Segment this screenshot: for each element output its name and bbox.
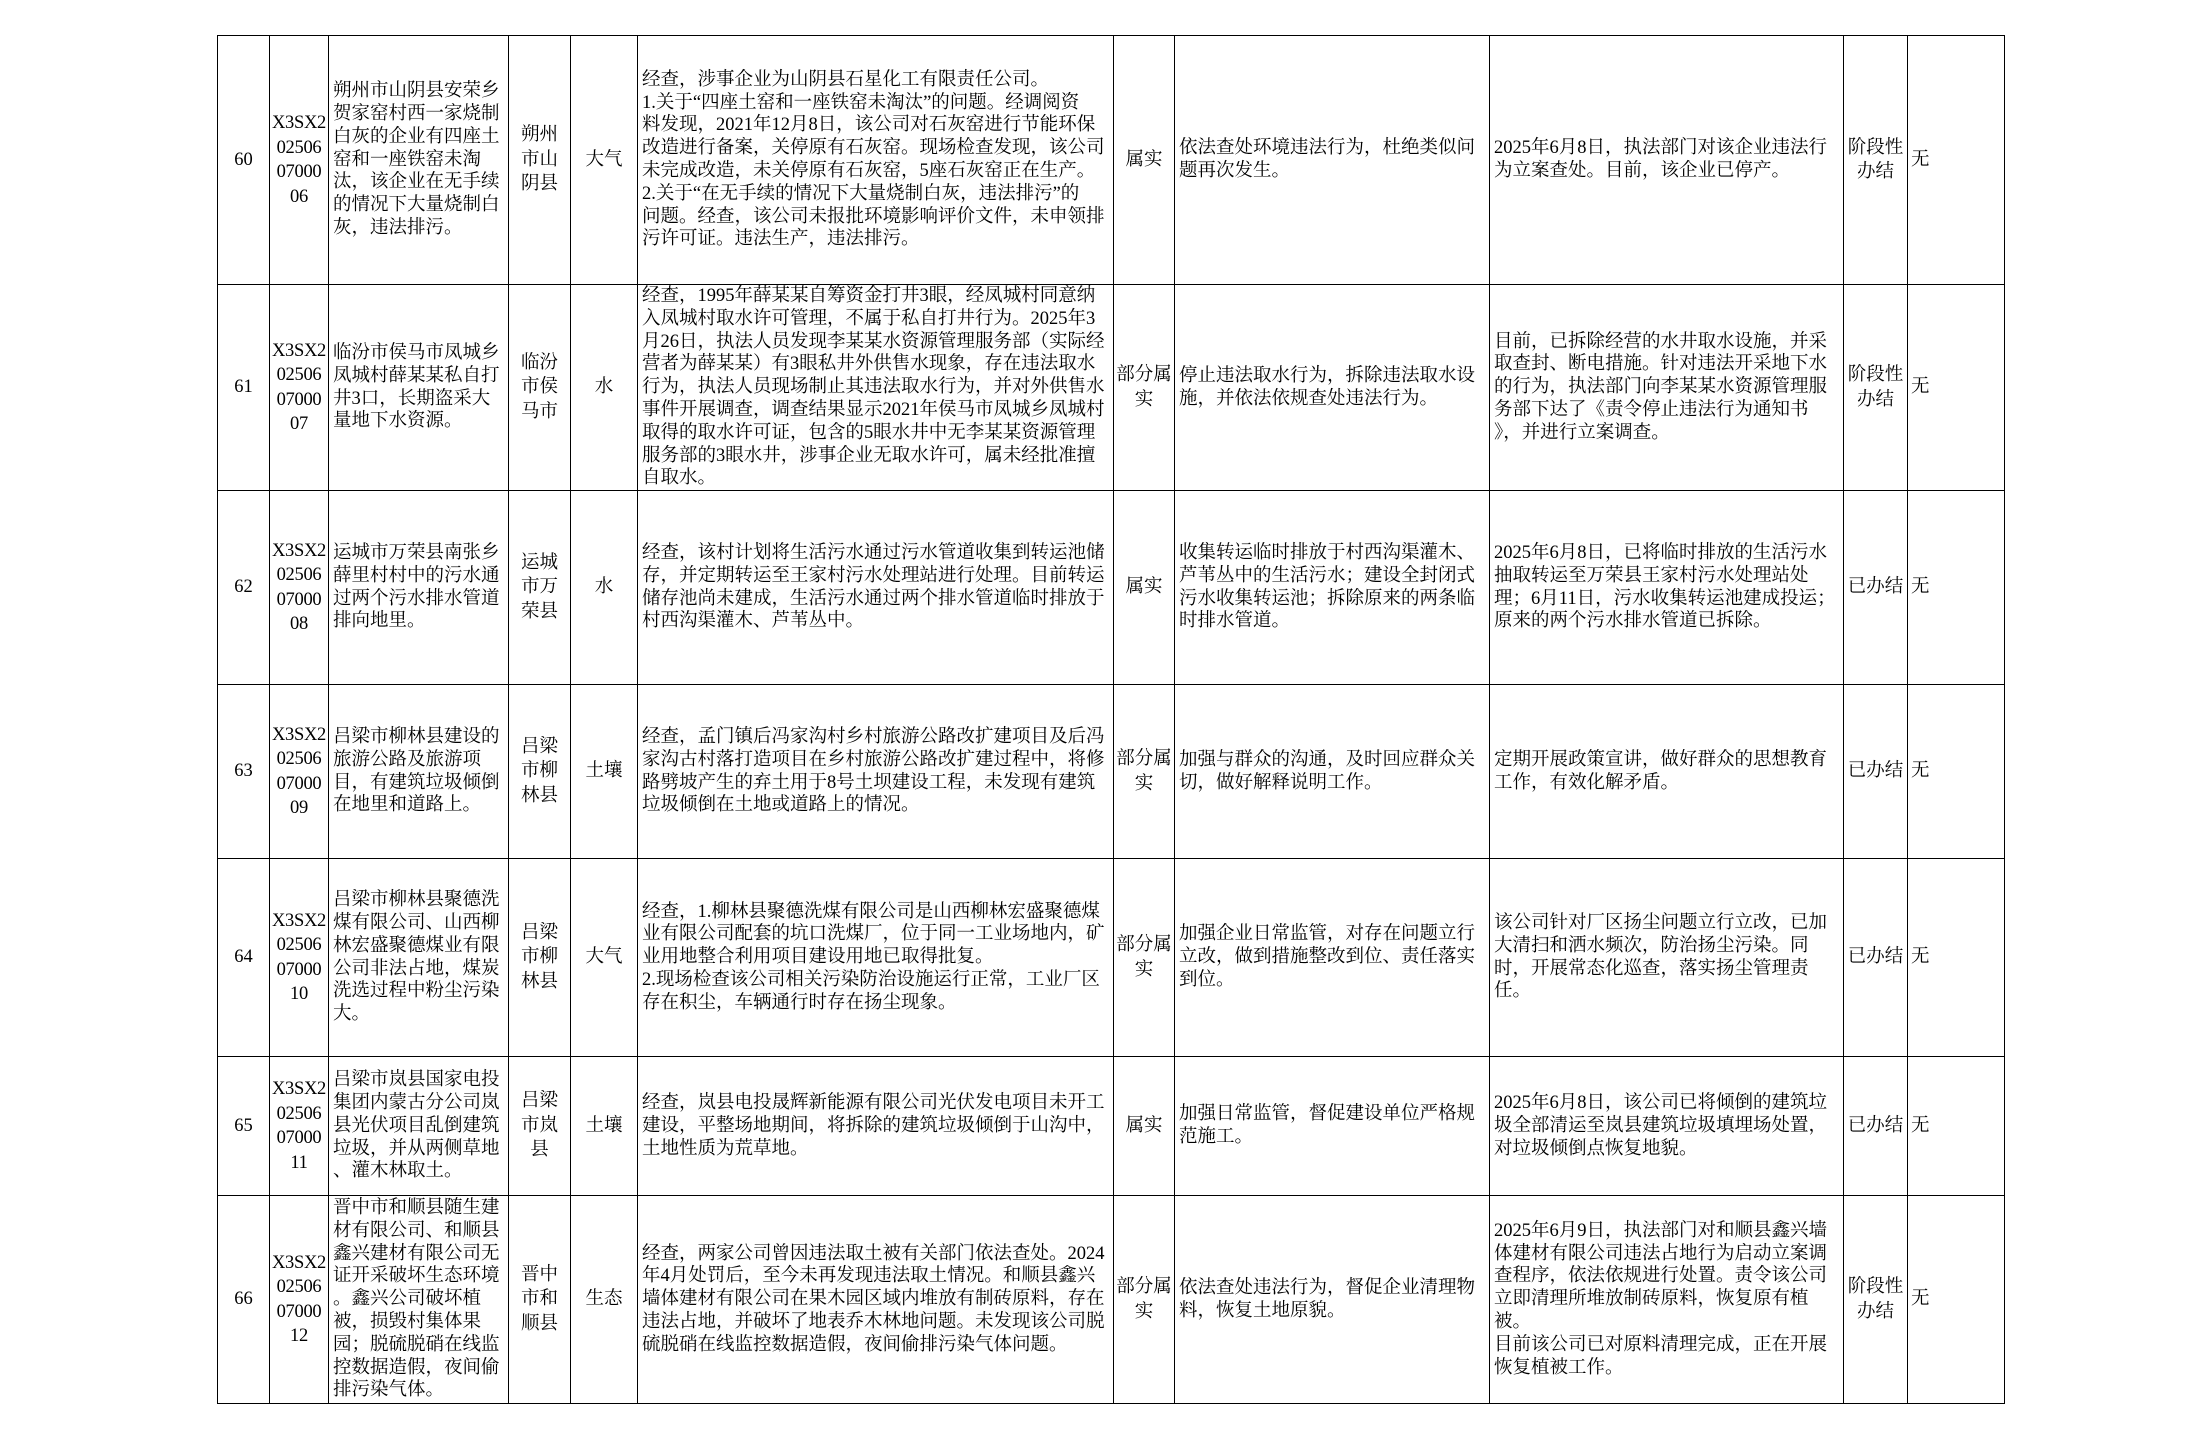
text-line: 储存池尚未建成，生活污水通过两个排水管道临时排放于 (642, 588, 1105, 609)
investigation-cell (638, 491, 1114, 685)
text-line: 实 (1134, 773, 1154, 794)
text-line: 污水收集转运池；拆除原来的两条临 (1179, 588, 1476, 609)
text-line: 运城 (520, 552, 558, 573)
case-id-segment: 07000 (276, 389, 322, 410)
case-id-cell (270, 285, 329, 491)
text-line: 晋中市和顺县随生建 (333, 1198, 500, 1219)
text-line: 属实 (1125, 149, 1163, 170)
text-line: 原来的两个污水排水管道已拆除。 (1494, 611, 1772, 632)
text-line: 经查，涉事企业为山阴县石星化工有限责任公司。 (642, 69, 1050, 90)
text-line: 改造进行备案，关停原有石灰窑。现场检查发现，该公司 (642, 138, 1105, 159)
case-number-cell: 63 (218, 685, 270, 859)
text-line: 阶段性 (1847, 1277, 1904, 1298)
category-cell: 土壤 (571, 1057, 638, 1196)
case-id-segment: 07 (290, 414, 308, 435)
case-id-segment: 07000 (276, 1301, 322, 1322)
text-line: 抽取转运至万荣县王家村污水处理站处 (1494, 565, 1809, 586)
text-line: 林县 (520, 785, 558, 806)
accountability-cell: 无 (1908, 36, 2005, 285)
complaint-cell (329, 491, 509, 685)
complaint-cell (329, 685, 509, 859)
text-line: 园；脱硫脱硝在线监 (333, 1334, 500, 1355)
rectification-cell (1490, 1196, 1844, 1404)
text-line: 已办结 (1847, 577, 1904, 598)
text-line: 临汾市侯马市凤城乡 (333, 342, 500, 363)
case-id-segment: 11 (290, 1152, 308, 1173)
text-line: 鑫兴建材有限公司无 (333, 1243, 500, 1264)
text-line: 年4月处罚后，至今未再发现违法取土情况。和顺县鑫兴 (642, 1266, 1096, 1287)
text-line: 加强日常监管，督促建设单位严格规 (1179, 1104, 1476, 1125)
text-line: 定期开展政策宣讲，做好群众的思想教育 (1494, 749, 1828, 770)
case-id-segment: X3SX2 (271, 540, 326, 561)
case-id-segment: X3SX2 (271, 724, 326, 745)
handling-cell (1175, 859, 1490, 1057)
text-line: 薛里村村中的污水通 (333, 565, 500, 586)
text-line: 阴县 (520, 174, 558, 195)
text-line: 》，并进行立案调查。 (1494, 422, 1670, 443)
text-line: 公司非法占地，煤炭 (333, 958, 500, 979)
category-cell: 大气 (571, 36, 638, 285)
case-id-cell (270, 859, 329, 1057)
text-line: 2025年6月8日，该公司已将倾倒的建筑垃 (1494, 1092, 1828, 1113)
rectification-cell (1490, 859, 1844, 1057)
text-line: 部分属 (1116, 749, 1172, 770)
text-line: 经查，该村计划将生活污水通过污水管道收集到转运池储 (642, 543, 1105, 564)
text-line: 窑和一座铁窑未淘 (333, 149, 482, 170)
case-id-cell (270, 685, 329, 859)
table-row (218, 685, 2005, 859)
text-line: 料发现，2021年12月8日，该公司对石灰窑进行节能环保 (642, 115, 1096, 136)
text-line: 家沟古村落打造项目在乡村旅游公路改扩建过程中，将修 (642, 749, 1105, 770)
text-line: 垃圾倾倒在土地或道路上的情况。 (642, 795, 920, 816)
text-line: 已办结 (1847, 761, 1904, 782)
case-number-cell: 60 (218, 36, 270, 285)
text-line: 加强与群众的沟通，及时回应群众关 (1179, 749, 1476, 770)
text-line: 马市 (520, 401, 558, 422)
text-line: 井3口，长期盗采大 (333, 388, 491, 409)
status-cell (1844, 685, 1908, 859)
text-line: 到位。 (1179, 970, 1235, 991)
text-line: 2025年6月9日，执法部门对和顺县鑫兴墙 (1494, 1220, 1828, 1241)
text-line: 朔州市山阴县安荣乡 (333, 81, 500, 102)
text-line: 村西沟渠灌木、芦苇丛中。 (642, 611, 865, 632)
text-line: 吕梁市岚县国家电投 (333, 1070, 500, 1091)
investigation-cell (638, 285, 1114, 491)
case-id-segment: 02506 (276, 565, 322, 586)
text-line: 吕梁市柳林县建设的 (333, 727, 500, 748)
case-number-cell: 66 (218, 1196, 270, 1404)
case-id-segment: 02506 (276, 137, 322, 158)
verdict-cell (1114, 491, 1175, 685)
text-line: 被，损毁村集体果 (333, 1312, 482, 1333)
text-line: 已办结 (1847, 1115, 1904, 1136)
text-line: 过两个污水排水管道 (333, 588, 500, 609)
text-line: 旅游公路及旅游项 (333, 749, 482, 770)
accountability-cell: 无 (1908, 859, 2005, 1057)
investigation-cell (638, 1057, 1114, 1196)
text-line: 洗选过程中粉尘污染 (333, 981, 500, 1002)
text-line: 办结 (1856, 1301, 1894, 1322)
text-line: 墙体建材有限公司在果木园区域内堆放有制砖原料，存在 (642, 1289, 1105, 1310)
text-line: 吕梁市柳林县聚德洗 (333, 890, 500, 911)
text-line: 大清扫和洒水频次，防治扬尘污染。同 (1494, 935, 1809, 956)
text-line: 理；6月11日，污水收集转运池建成投运； (1494, 588, 1836, 609)
text-line: 实 (1134, 959, 1154, 980)
case-id-segment: 07000 (276, 589, 322, 610)
case-id-segment: 02506 (276, 935, 322, 956)
text-line: 为立案查处。目前，该企业已停产。 (1494, 161, 1791, 181)
text-line: 经查，1995年薛某某自筹资金打井3眼，经凤城村同意纳 (642, 286, 1096, 306)
text-line: 市柳 (520, 761, 558, 782)
text-line: 芦苇丛中的生活污水；建设全封闭式 (1179, 565, 1476, 586)
text-line: 施，并依法依规查处违法行为。 (1179, 388, 1439, 409)
text-line: 材有限公司、和顺县 (333, 1220, 500, 1241)
verdict-cell (1114, 1196, 1175, 1404)
text-line: 对垃圾倾倒点恢复地貌。 (1494, 1138, 1698, 1159)
case-id-cell (270, 36, 329, 285)
text-line: 的行为，执法部门向李某某水资源管理服 (1494, 377, 1828, 398)
case-id-segment: X3SX2 (271, 1252, 326, 1273)
case-id-segment: 07000 (276, 1128, 322, 1149)
text-line: 收集转运临时排放于村西沟渠灌木、 (1179, 543, 1476, 564)
text-line: 市侯 (520, 377, 558, 398)
text-line: 立改，做到措施整改到位、责任落实 (1179, 947, 1476, 968)
case-id-segment: 08 (290, 614, 308, 635)
case-id-segment: 10 (290, 984, 308, 1005)
case-id-segment: X3SX2 (271, 910, 326, 931)
text-line: 县光伏项目乱倒建筑 (333, 1115, 500, 1136)
category-cell: 大气 (571, 859, 638, 1057)
text-line: 取查封、断电措施。针对违法开采地下水 (1494, 354, 1828, 375)
region-cell (509, 685, 571, 859)
case-number-cell: 64 (218, 859, 270, 1057)
text-line: 切，做好解释说明工作。 (1179, 772, 1383, 793)
text-line: 建设，平整场地期间，将拆除的建筑垃圾倾倒于山沟中， (642, 1115, 1105, 1136)
handling-cell (1175, 491, 1490, 685)
rectification-cell (1490, 685, 1844, 859)
case-number-cell: 61 (218, 285, 270, 491)
investigation-cell (638, 36, 1114, 285)
text-line: 题再次发生。 (1179, 161, 1291, 181)
text-line: 入凤城村取水许可管理，不属于私自打井行为。2025年3 (642, 308, 1096, 329)
handling-cell (1175, 685, 1490, 859)
case-id-segment: X3SX2 (271, 113, 326, 133)
text-line: 服务部的3眼水井，涉事企业无取水许可，属未经批准擅 (642, 445, 1096, 466)
verdict-cell (1114, 1057, 1175, 1196)
text-line: 贺家窑村西一家烧制 (333, 104, 500, 124)
text-line: 查程序，依法依规进行处置。责令该公司 (1494, 1266, 1828, 1287)
text-line: 营者为薛某某）有3眼私井外供售水现象，存在违法取水 (642, 354, 1096, 375)
category-cell: 土壤 (571, 685, 638, 859)
text-line: 市岚 (520, 1115, 558, 1136)
text-line: 吕梁 (520, 1091, 558, 1112)
text-line: 时排水管道。 (1179, 611, 1291, 632)
region-cell (509, 1057, 571, 1196)
text-line: 恢复植被工作。 (1494, 1357, 1624, 1378)
text-line: 垃圾，并从两侧草地 (333, 1138, 500, 1159)
complaint-cell (329, 859, 509, 1057)
case-id-segment: 02506 (276, 1277, 322, 1298)
status-cell (1844, 491, 1908, 685)
text-line: 实 (1134, 389, 1154, 410)
text-line: 土地性质为荒草地。 (642, 1138, 809, 1159)
text-line: 晋中 (520, 1264, 558, 1285)
case-id-segment: 06 (290, 186, 308, 207)
text-line: 林宏盛聚德煤业有限 (333, 935, 500, 956)
verdict-cell (1114, 36, 1175, 285)
text-line: 吕梁 (520, 922, 558, 943)
text-line: 林县 (520, 971, 558, 992)
text-line: 存在积尘，车辆通行时存在扬尘现象。 (642, 992, 957, 1013)
case-id-cell (270, 1196, 329, 1404)
status-cell (1844, 859, 1908, 1057)
verdict-cell (1114, 859, 1175, 1057)
text-line: 市和 (520, 1289, 558, 1310)
verdict-cell (1114, 685, 1175, 859)
status-cell (1844, 285, 1908, 491)
handling-cell (1175, 36, 1490, 285)
verdict-cell (1114, 285, 1175, 491)
text-line: 市柳 (520, 947, 558, 968)
text-line: 部分属 (1116, 935, 1172, 956)
text-line: 灰，违法排污。 (333, 217, 463, 238)
text-line: 立即清理所堆放制砖原料，恢复原有植 (1494, 1289, 1809, 1310)
text-line: 1.关于“四座土窑和一座铁窑未淘汰”的问题。经调阅资 (642, 92, 1080, 113)
text-line: 证开采破坏生态环境 (333, 1266, 500, 1287)
text-line: 料，恢复土地原貌。 (1179, 1300, 1346, 1321)
text-line: 务部下达了《责令停止违法行为通知书 (1494, 399, 1809, 420)
text-line: 部分属 (1116, 365, 1172, 386)
text-line: 吕梁 (520, 736, 558, 757)
case-id-segment: 02506 (276, 1103, 322, 1124)
region-cell (509, 859, 571, 1057)
handling-cell (1175, 1196, 1490, 1404)
text-line: 属实 (1125, 577, 1163, 598)
case-id-segment: 12 (290, 1326, 308, 1347)
text-line: 排向地里。 (333, 611, 426, 632)
text-line: 业用地整合利用项目建设用地已取得批复。 (642, 947, 994, 968)
table-row (218, 1057, 2005, 1196)
region-cell (509, 1196, 571, 1404)
text-line: 目，有建筑垃圾倾倒 (333, 772, 500, 793)
text-line: 未完成改造，未关停原有石灰窑，5座石灰窑正在生产。 (642, 161, 1096, 181)
accountability-cell: 无 (1908, 1196, 2005, 1404)
accountability-cell: 无 (1908, 1057, 2005, 1196)
table-row (218, 859, 2005, 1057)
text-line: 经查，孟门镇后冯家沟村乡村旅游公路改扩建项目及后冯 (642, 727, 1105, 748)
text-line: 被。 (1494, 1312, 1532, 1333)
text-line: 目前，已拆除经营的水井取水设施，并采 (1494, 331, 1828, 352)
investigation-cell (638, 1196, 1114, 1404)
text-line: 。鑫兴公司破坏植 (333, 1289, 482, 1310)
text-line: 目前该公司已对原料清理完成，正在开展 (1494, 1334, 1828, 1355)
text-line: 办结 (1856, 389, 1894, 410)
text-line: 市万 (520, 577, 558, 598)
text-line: 工作，有效化解矛盾。 (1494, 772, 1680, 793)
text-line: 煤有限公司、山西柳 (333, 913, 500, 934)
complaint-cell (329, 1196, 509, 1404)
text-line: 凤城村薛某某私自打 (333, 365, 500, 386)
text-line: 顺县 (520, 1313, 558, 1334)
text-line: 排污染气体。 (333, 1380, 445, 1401)
category-cell: 水 (571, 491, 638, 685)
case-id-segment: X3SX2 (271, 1079, 326, 1100)
text-line: 路劈坡产生的弃土用于8号土坝建设工程，未发现有建筑 (642, 772, 1096, 793)
text-line: 自取水。 (642, 468, 717, 489)
region-cell (509, 285, 571, 491)
category-cell: 生态 (571, 1196, 638, 1404)
text-line: 县 (530, 1140, 549, 1161)
text-line: 朔州 (520, 125, 558, 146)
case-number-cell: 65 (218, 1057, 270, 1196)
text-line: 行为，执法人员现场制止其违法取水行为，并对外供售水 (642, 377, 1105, 398)
text-line: 事件开展调查，调查结果显示2021年侯马市凤城乡凤城村 (642, 399, 1105, 420)
complaint-cell (329, 1057, 509, 1196)
accountability-cell: 无 (1908, 685, 2005, 859)
text-line: 存，并定期转运至王家村污水处理站进行处理。目前转运 (642, 565, 1105, 586)
complaint-cell (329, 36, 509, 285)
region-cell (509, 491, 571, 685)
text-line: 取得的取水许可证，包含的5眼水井中无李某某资源管理 (642, 422, 1096, 443)
text-line: 该公司针对厂区扬尘问题立行立改，已加 (1494, 913, 1828, 934)
text-line: 汰，该企业在无手续 (333, 172, 500, 193)
case-id-segment: X3SX2 (271, 340, 326, 361)
text-line: 经查，岚县电投晟辉新能源有限公司光伏发电项目未开工 (642, 1092, 1105, 1113)
table-row (218, 491, 2005, 685)
text-line: 阶段性 (1847, 137, 1904, 158)
investigation-cell (638, 685, 1114, 859)
case-id-segment: 02506 (276, 365, 322, 386)
case-id-segment: 07000 (276, 959, 322, 980)
case-id-segment: 09 (290, 798, 308, 819)
investigation-cell (638, 859, 1114, 1057)
category-cell: 水 (571, 285, 638, 491)
text-line: 停止违法取水行为，拆除违法取水设 (1179, 365, 1476, 386)
case-id-segment: 07000 (276, 773, 322, 794)
table-row (218, 36, 2005, 285)
case-table (217, 35, 2005, 1404)
table-row (218, 285, 2005, 491)
text-line: 时，开展常态化巡查，落实扬尘管理责 (1494, 958, 1809, 979)
text-line: 白灰的企业有四座土 (333, 126, 500, 147)
text-line: 月26日，执法人员发现李某某水资源管理服务部（实际经 (642, 331, 1105, 352)
text-line: 经查，两家公司曾因违法取土被有关部门依法查处。2024 (642, 1243, 1105, 1264)
text-line: 圾全部清运至岚县建筑垃圾填埋场处置， (1494, 1115, 1828, 1136)
text-line: 市山 (520, 149, 558, 170)
text-line: 属实 (1125, 1115, 1163, 1136)
text-line: 体建材有限公司违法占地行为启动立案调 (1494, 1243, 1828, 1264)
text-line: 2025年6月8日，执法部门对该企业违法行 (1494, 138, 1828, 159)
text-line: 的情况下大量烧制白 (333, 195, 500, 216)
text-line: 办结 (1856, 162, 1894, 182)
text-line: 在地里和道路上。 (333, 795, 482, 816)
status-cell (1844, 36, 1908, 285)
case-id-segment: 02506 (276, 749, 322, 770)
text-line: 量地下水资源。 (333, 411, 463, 432)
text-line: 临汾 (520, 352, 558, 373)
rectification-cell (1490, 285, 1844, 491)
text-line: 违法占地，并破坏了地表乔木林地问题。未发现该公司脱 (642, 1312, 1105, 1333)
table-row (218, 1196, 2005, 1404)
accountability-cell: 无 (1908, 491, 2005, 685)
text-line: 依法查处违法行为，督促企业清理物 (1179, 1277, 1476, 1298)
text-line: 已办结 (1847, 947, 1904, 968)
rectification-cell (1490, 1057, 1844, 1196)
rectification-cell (1490, 36, 1844, 285)
text-line: 问题。经查，该公司未报批环境影响评价文件，未申领排 (642, 206, 1105, 227)
text-line: 部分属 (1116, 1277, 1172, 1298)
case-id-segment: 07000 (276, 162, 322, 182)
text-line: 2.关于“在无手续的情况下大量烧制白灰，违法排污”的 (642, 183, 1080, 204)
case-id-cell (270, 491, 329, 685)
text-line: 、灌木林取土。 (333, 1161, 463, 1182)
handling-cell (1175, 1057, 1490, 1196)
text-line: 实 (1134, 1301, 1154, 1322)
accountability-cell: 无 (1908, 285, 2005, 491)
complaint-cell (329, 285, 509, 491)
text-line: 阶段性 (1847, 365, 1904, 386)
region-cell (509, 36, 571, 285)
text-line: 依法查处环境违法行为，杜绝类似问 (1179, 138, 1476, 159)
text-line: 任。 (1494, 981, 1532, 1002)
text-line: 范施工。 (1179, 1127, 1254, 1148)
text-line: 2.现场检查该公司相关污染防治设施运行正常，工业厂区 (642, 970, 1100, 991)
text-line: 加强企业日常监管，对存在问题立行 (1179, 924, 1476, 945)
handling-cell (1175, 285, 1490, 491)
text-line: 业有限公司配套的坑口洗煤厂，位于同一工业场地内，矿 (642, 924, 1105, 945)
case-id-cell (270, 1057, 329, 1196)
text-line: 经查，1.柳林县聚德洗煤有限公司是山西柳林宏盛聚德煤 (642, 901, 1100, 922)
text-line: 运城市万荣县南张乡 (333, 543, 500, 564)
status-cell (1844, 1196, 1908, 1404)
text-line: 硫脱硝在线监控数据造假，夜间偷排污染气体问题。 (642, 1334, 1068, 1355)
text-line: 2025年6月8日，已将临时排放的生活污水 (1494, 543, 1828, 564)
case-number-cell: 62 (218, 491, 270, 685)
text-line: 控数据造假，夜间偷 (333, 1357, 500, 1378)
text-line: 大。 (333, 1004, 371, 1025)
text-line: 污许可证。违法生产，违法排污。 (642, 229, 920, 250)
text-line: 集团内蒙古分公司岚 (333, 1092, 500, 1113)
status-cell (1844, 1057, 1908, 1196)
text-line: 荣县 (520, 601, 558, 622)
rectification-cell (1490, 491, 1844, 685)
